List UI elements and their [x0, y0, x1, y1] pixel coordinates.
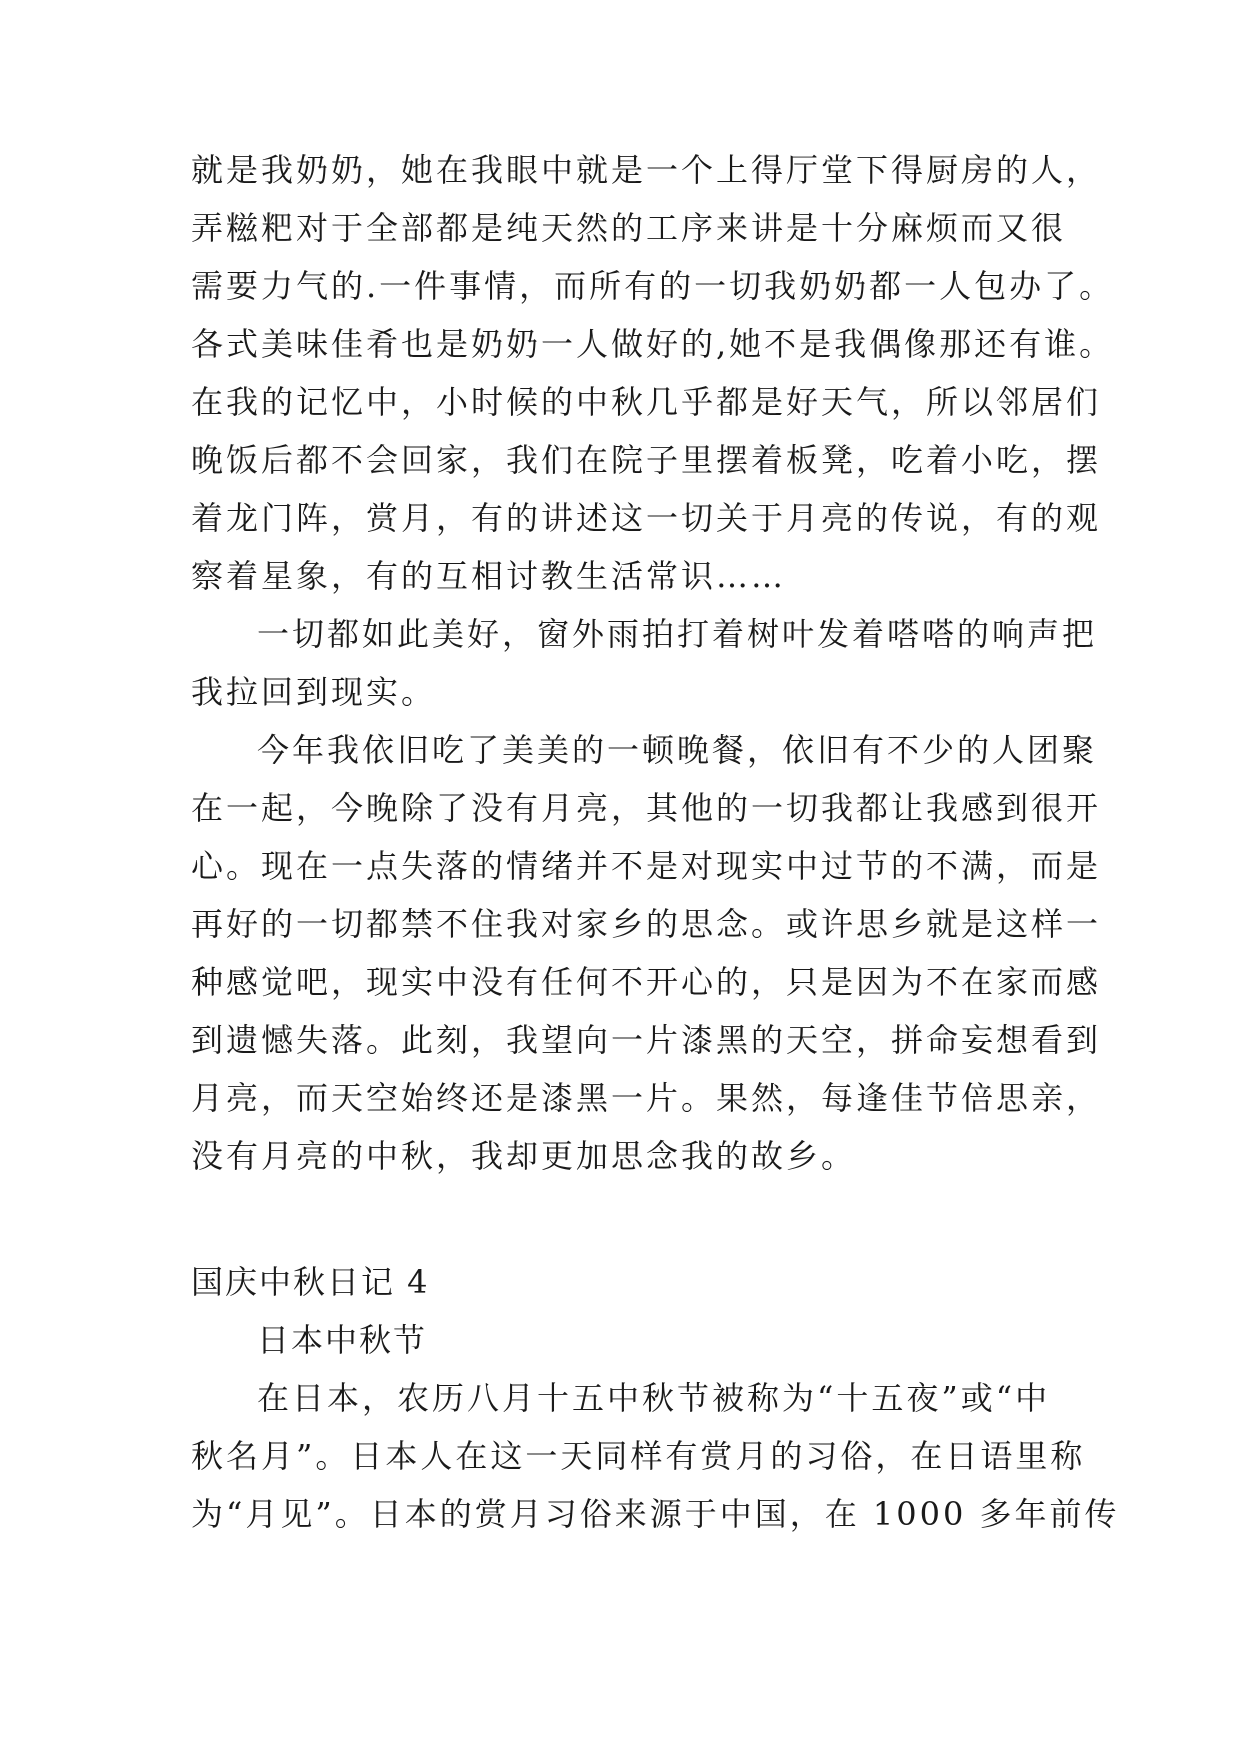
paragraph-line: 弄糍粑对于全部都是纯天然的工序来讲是十分麻烦而又很: [191, 209, 1067, 247]
paragraph-line: 察着星象，有的互相讨教生活常识……: [191, 557, 787, 595]
paragraph-line: 今年我依旧吃了美美的一顿晚餐，依旧有不少的人团聚: [257, 731, 1098, 769]
paragraph-line: 在日本，农历八月十五中秋节被称为“十五夜”或“中: [257, 1379, 1051, 1417]
paragraph-line: 各式美味佳肴也是奶奶一人做好的,她不是我偶像那还有谁。: [191, 325, 1115, 363]
section-title: 国庆中秋日记 4: [191, 1263, 430, 1301]
paragraph-line: 晚饭后都不会回家，我们在院子里摆着板凳，吃着小吃，摆: [191, 441, 1102, 479]
paragraph-line: 我拉回到现实。: [191, 673, 437, 711]
paragraph-line: 没有月亮的中秋，我却更加思念我的故乡。: [191, 1137, 857, 1175]
paragraph-line: 秋名月”。日本人在这一天同样有赏月的习俗，在日语里称: [191, 1437, 1086, 1475]
paragraph-line: 月亮，而天空始终还是漆黑一片。果然，每逢佳节倍思亲，: [191, 1079, 1102, 1117]
paragraph-line: 心。现在一点失落的情绪并不是对现实中过节的不满，而是: [191, 847, 1102, 885]
paragraph-line: 再好的一切都禁不住我对家乡的思念。或许思乡就是这样一: [191, 905, 1102, 943]
subtitle: 日本中秋节: [257, 1321, 428, 1359]
paragraph-line: 为“月见”。日本的赏月习俗来源于中国，在 1000 多年前传: [191, 1495, 1120, 1533]
paragraph-line: 到遗憾失落。此刻，我望向一片漆黑的天空，拼命妄想看到: [191, 1021, 1102, 1059]
paragraph-line: 就是我奶奶，她在我眼中就是一个上得厅堂下得厨房的人，: [191, 151, 1102, 189]
paragraph-line: 在一起，今晚除了没有月亮，其他的一切我都让我感到很开: [191, 789, 1102, 827]
paragraph-line: 种感觉吧，现实中没有任何不开心的，只是因为不在家而感: [191, 963, 1102, 1001]
paragraph-line: 着龙门阵，赏月，有的讲述这一切关于月亮的传说，有的观: [191, 499, 1102, 537]
paragraph-line: 在我的记忆中，小时候的中秋几乎都是好天气，所以邻居们: [191, 383, 1102, 421]
paragraph-line: 一切都如此美好，窗外雨拍打着树叶发着嗒嗒的响声把: [257, 615, 1098, 653]
paragraph-line: 需要力气的.一件事情，而所有的一切我奶奶都一人包办了。: [191, 267, 1115, 305]
